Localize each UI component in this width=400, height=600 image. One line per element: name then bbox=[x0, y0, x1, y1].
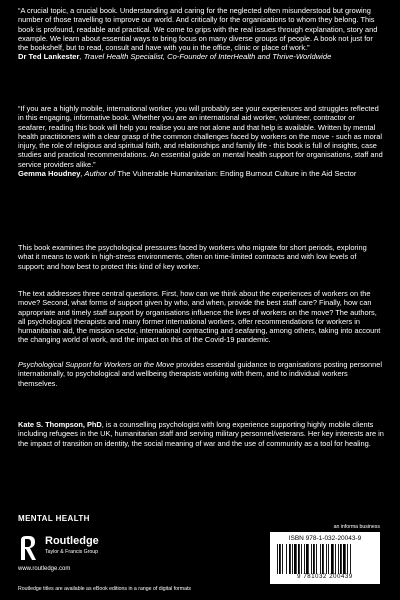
ebook-note: Routledge titles are available as eBook editions in a range of digital formats bbox=[18, 586, 192, 592]
author-bio bbox=[18, 420, 384, 448]
description-paragraph-1 bbox=[18, 243, 384, 271]
barcode-bar bbox=[286, 544, 287, 574]
endorsement-book-title: The Vulnerable Humanitarian: Ending Burnout Culture in the Aid Sector bbox=[117, 169, 357, 179]
barcode-bar bbox=[316, 544, 317, 574]
barcode-bar bbox=[343, 544, 346, 574]
isbn-label: ISBN 978-1-032-20043-9 bbox=[288, 535, 362, 542]
endorsement-role-prefix: , Author of bbox=[80, 169, 118, 179]
author-bio-text: , is a counselling psychologist with long experience supporting highly mobile clients including refugees in the UK, humanitarian staff and serving military personnel/veterans. Her key interests are in the impact of transition on identity, the social meaning of war and the use of community as a tool for healing. bbox=[18, 420, 384, 448]
barcode-bar bbox=[328, 544, 329, 574]
publisher-logo bbox=[18, 532, 148, 564]
subject-category: MENTAL HEALTH bbox=[18, 514, 90, 523]
barcode-bar bbox=[306, 544, 309, 574]
isbn-barcode-box bbox=[270, 532, 380, 584]
endorsement-author: Dr Ted Lankester bbox=[18, 52, 80, 62]
author-name: Kate S. Thompson, PhD bbox=[18, 420, 102, 429]
description-text: This book examines the psychological pressures faced by workers who migrate for short periods, exploring what it means to work in high-stress environments, often on time-limited contracts and with low levels of support; and how best to protect this kind of key worker. bbox=[18, 243, 367, 271]
description-paragraph-3 bbox=[18, 360, 384, 388]
barcode-bar bbox=[326, 544, 327, 574]
endorsement-ted-lankester bbox=[18, 6, 384, 62]
informa-note: an informa business bbox=[333, 524, 380, 530]
endorsement-text: “If you are a highly mobile, international worker, you will probably see your experiences and struggles reflected in this engaging, informative book. Whether you are an international aid worker, volunteer, contractor or seafarer, reading this book will help you realise you are not alone and that help is available. Written by mental health practitioners with a clear grasp of the common challenges faced by workers on the move - such as moral injury, the role of religious and spiritual faith, and relationships and family life - this book is full of insights, case studies and practical recommendations. An essential guide on mental health support for organisations, staff and service providers alike.” bbox=[18, 104, 383, 169]
barcode-bar bbox=[313, 544, 315, 574]
barcode-bar bbox=[301, 544, 302, 574]
barcode-bar bbox=[289, 544, 291, 574]
barcode-bar bbox=[304, 544, 305, 574]
barcode-bar bbox=[340, 544, 342, 574]
book-title: Psychological Support for Workers on the Move bbox=[18, 360, 175, 369]
publisher-tagline: Taylor & Francis Group bbox=[45, 549, 99, 555]
barcode-bar bbox=[347, 544, 348, 574]
barcode-bar bbox=[279, 544, 281, 574]
barcode-bar bbox=[294, 544, 297, 574]
endorsement-text: “A crucial topic, a crucial book. Understanding and caring for the neglected often misunderstood but growing number of those travelling to improve our world. And critically for the organisations to whom they belong. This book is profound, readable and practical. We come to grips with the real issues through explanation, story and example. We learn about essential ways to bring focus on many diverse groups of people. A book not just for the bookshelf, but to read, consult and have with you in the office, clinic or place of work.” bbox=[18, 6, 378, 53]
barcode-bar bbox=[331, 544, 334, 574]
barcode-bar bbox=[322, 544, 324, 574]
barcode-number: 9 781032 200439 bbox=[297, 574, 353, 580]
barcode-bar bbox=[335, 544, 336, 574]
endorsement-role: , Travel Health Specialist, Co-Founder of InterHealth and Thrive-Worldwide bbox=[79, 52, 332, 62]
publisher-name: Routledge bbox=[45, 535, 99, 547]
barcode-bar bbox=[350, 544, 351, 574]
barcode-bar bbox=[282, 544, 283, 574]
barcode-bar bbox=[298, 544, 300, 574]
description-paragraph-2 bbox=[18, 289, 384, 345]
barcode-bar bbox=[277, 544, 278, 574]
barcode-bar bbox=[320, 544, 321, 574]
description-text: provides essential guidance to organisations posting personnel internationally, to psychological and wellbeing therapists working with them, and to individual workers themselves. bbox=[18, 360, 383, 388]
endorsement-author: Gemma Houdney bbox=[18, 169, 81, 179]
barcode-bar bbox=[338, 544, 339, 574]
barcode-icon bbox=[276, 544, 374, 574]
barcode-bar bbox=[311, 544, 312, 574]
publisher-website: www.routledge.com bbox=[18, 566, 71, 572]
description-text: The text addresses three central questions. First, how can we think about the experiences of workers on the move? Second, what forms of support given by who, and when, provide the best staff care? Finally, how can appropriate and timely staff support by organisations influence the lives of workers on the move? The authors, all psychological therapists and many former international workers, offer recommendations for workers in humanitarian aid, the mission sector, international contracting and seafaring, among others, taking into account the changing world of work, and the impact on this of the Covid-19 pandemic. bbox=[18, 289, 381, 345]
barcode-bar bbox=[292, 544, 293, 574]
endorsement-gemma-houdney bbox=[18, 104, 384, 178]
routledge-logo-icon bbox=[18, 534, 40, 562]
